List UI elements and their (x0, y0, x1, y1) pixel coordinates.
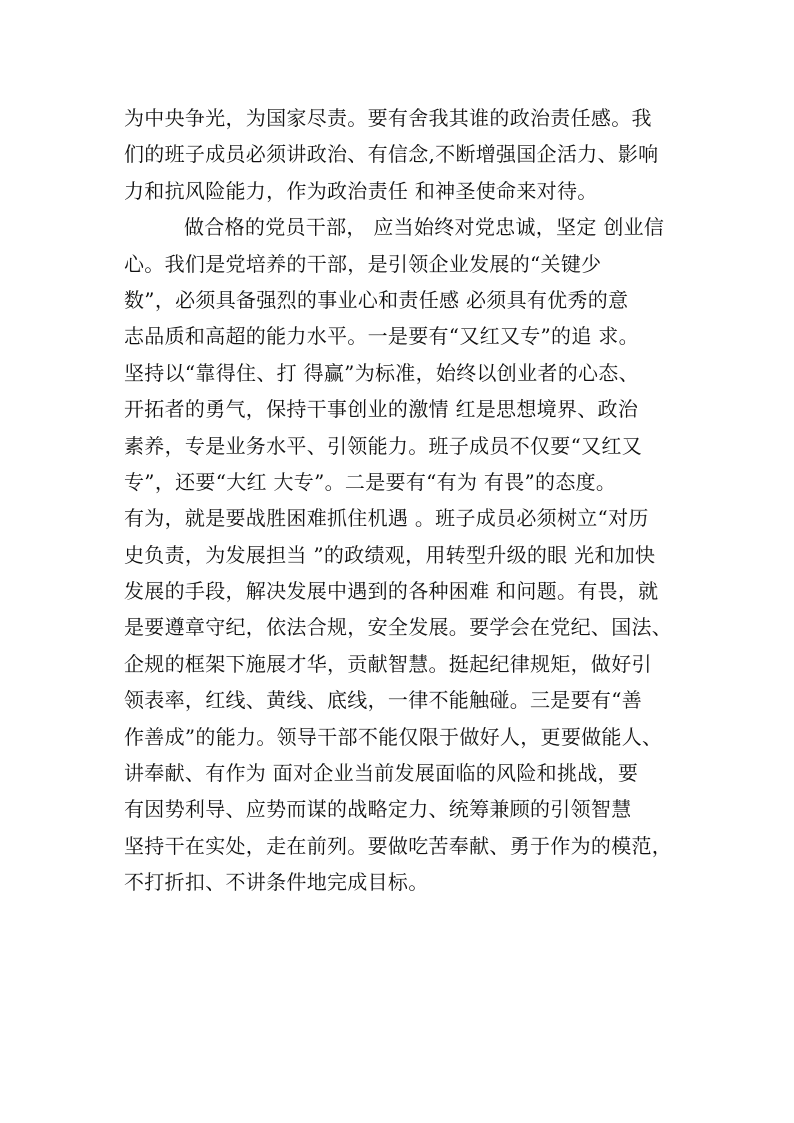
text-line: 坚持以“靠得住、打 得赢”为标准，始终以创业者的心态、 (124, 360, 639, 385)
text-line: 数”，必须具备强烈的事业心和责任感 必须具有优秀的意 (124, 287, 629, 312)
text-line: 发展的手段，解决发展中遇到的各种困难 和问题。有畏，就 (124, 579, 659, 604)
text-line: 有因势利导、应势而谋的战略定力、统筹兼顾的引领智慧 (124, 797, 632, 822)
text-line: 坚持干在实处，走在前列。要做吃苦奉献、勇于作为的模范， (124, 833, 673, 858)
text-line: 作善成”的能力。领导干部不能仅限于做好人，更要做能人、 (124, 724, 663, 749)
text-line: 心。我们是党培养的干部，是引领企业发展的“关键少 (124, 251, 602, 276)
text-line: 素养，专是业务水平、引领能力。班子成员不仅要“又红又 (124, 433, 643, 458)
text-line: 领表率，红线、黄线、底线，一律不能触碰。三是要有“善 (124, 688, 643, 713)
text-line: 们的班子成员必须讲政治、有信念,不断增强国企活力、影响 (124, 142, 659, 167)
text-line: 有为，就是要战胜困难抓住机遇 。班子成员必须树立“对历 (124, 506, 649, 531)
text-line: 是要遵章守纪，依法合规，安全发展。要学会在党纪、国法、 (124, 615, 673, 640)
text-line: 企规的框架下施展才华，贡献智慧。挺起纪律规矩，做好引 (124, 651, 652, 676)
paragraph-first-line: 做合格的党员干部， 应当始终对党忠诚，坚定 创业信 (184, 215, 665, 240)
text-line: 为中央争光，为国家尽责。要有舍我其谁的政治责任感。我 (124, 106, 652, 130)
text-line: 史负责，为发展担当 ”的政绩观，用转型升级的眼 光和加快 (124, 542, 656, 567)
text-line: 不打折扣、不讲条件地完成目标。 (124, 870, 429, 895)
text-line: 专”，还要“大红 大专”。二是要有“有为 有畏”的态度。 (124, 469, 617, 494)
text-line: 讲奉献、有作为 面对企业当前发展面临的风险和挑战，要 (124, 761, 639, 786)
text-line: 志品质和高超的能力水平。一是要有“又红又专”的追 求。 (124, 324, 639, 349)
body-text (124, 100, 684, 901)
text-line: 开拓者的勇气，保持干事创业的激情 红是思想境界、政治 (124, 397, 639, 422)
text-line: 力和抗风险能力，作为政治责任 和神圣使命来对待。 (124, 178, 598, 203)
